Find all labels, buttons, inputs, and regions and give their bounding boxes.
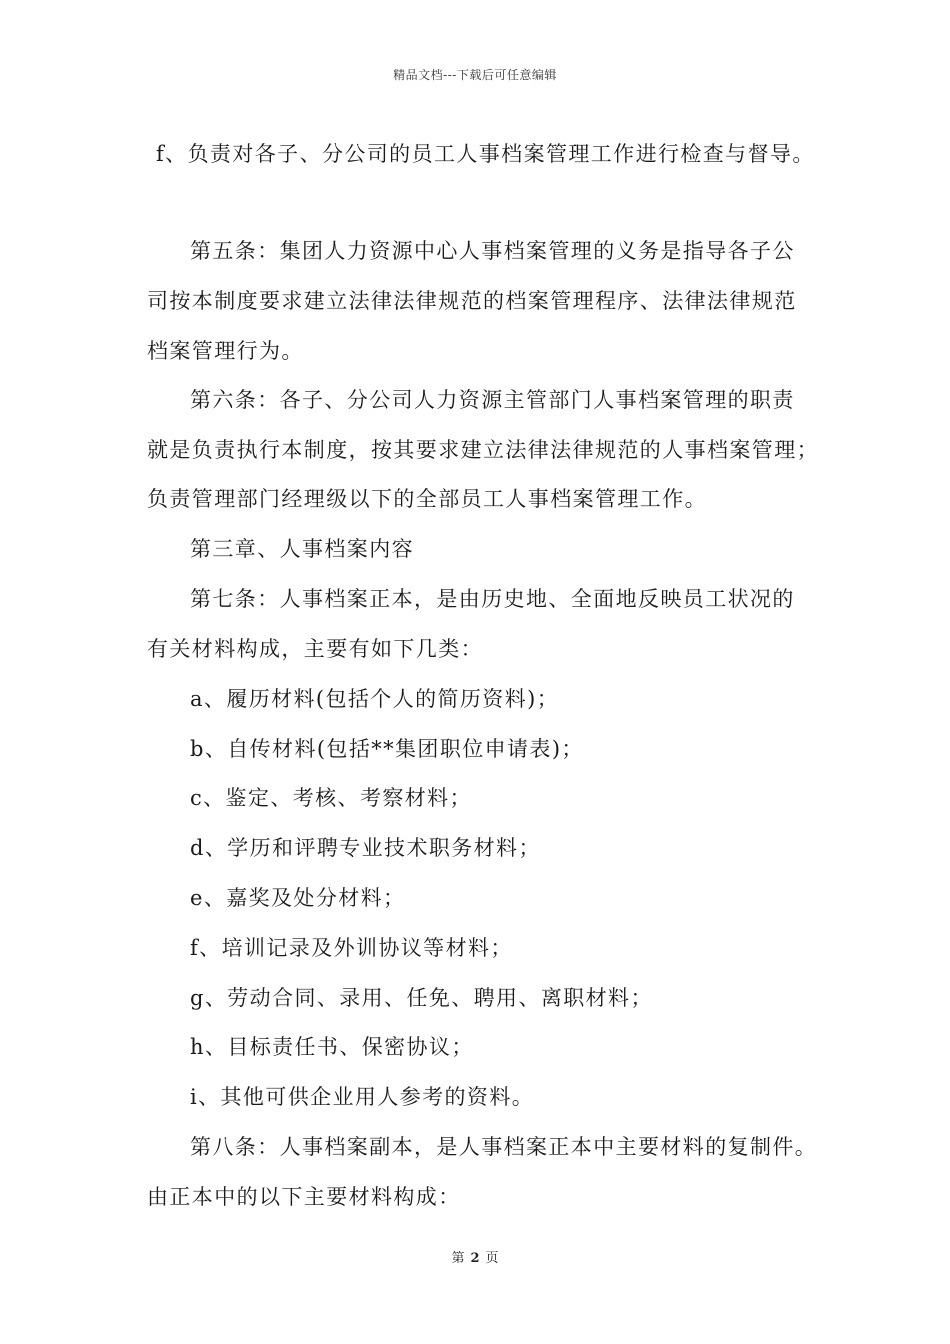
page-footer <box>0 1247 950 1266</box>
paragraph-line: 第七条：人事档案正本，是由历史地、全面地反映员工状况的 <box>190 587 795 611</box>
paragraph-line: f、负责对各子、分公司的员工人事档案管理工作进行检查与督导。 <box>156 142 815 166</box>
list-item: f、培训记录及外训协议等材料； <box>190 936 513 960</box>
page-number-prefix: 第 <box>451 1251 465 1266</box>
list-item: g、劳动合同、录用、任免、聘用、离职材料； <box>190 986 653 1010</box>
list-item: h、目标责任书、保密协议； <box>190 1035 474 1059</box>
list-item: a、履历材料(包括个人的简历资料)； <box>190 687 560 711</box>
paragraph-line: 有关材料构成，主要有如下几类： <box>147 637 483 661</box>
paragraph-line: 就是负责执行本制度，按其要求建立法律法律规范的人事档案管理； <box>147 438 819 462</box>
list-item: c、鉴定、考核、考察材料； <box>190 786 472 810</box>
paragraph-line: 档案管理行为。 <box>147 339 304 363</box>
paragraph-line: 负责管理部门经理级以下的全部员工人事档案管理工作。 <box>147 487 707 511</box>
page-header: 精品文档---下载后可任意编辑 <box>393 68 557 82</box>
page-number-suffix: 页 <box>485 1251 499 1266</box>
chapter-heading: 第三章、人事档案内容 <box>190 537 414 561</box>
paragraph-line: 第六条：各子、分公司人力资源主管部门人事档案管理的职责 <box>190 388 795 412</box>
paragraph-line: 司按本制度要求建立法律法律规范的档案管理程序、法律法律规范 <box>147 289 797 313</box>
list-item: i、其他可供企业用人参考的资料。 <box>190 1085 535 1109</box>
paragraph-line: 由正本中的以下主要材料构成： <box>147 1185 461 1209</box>
paragraph-line: 第八条：人事档案副本，是人事档案正本中主要材料的复制件。 <box>190 1135 818 1159</box>
paragraph-line: 第五条：集团人力资源中心人事档案管理的义务是指导各子公 <box>190 239 795 263</box>
page-number: 2 <box>470 1251 480 1266</box>
list-item: d、学历和评聘专业技术职务材料； <box>190 836 541 860</box>
list-item: e、嘉奖及处分材料； <box>190 886 406 910</box>
list-item: b、自传材料(包括**集团职位申请表)； <box>190 737 584 761</box>
